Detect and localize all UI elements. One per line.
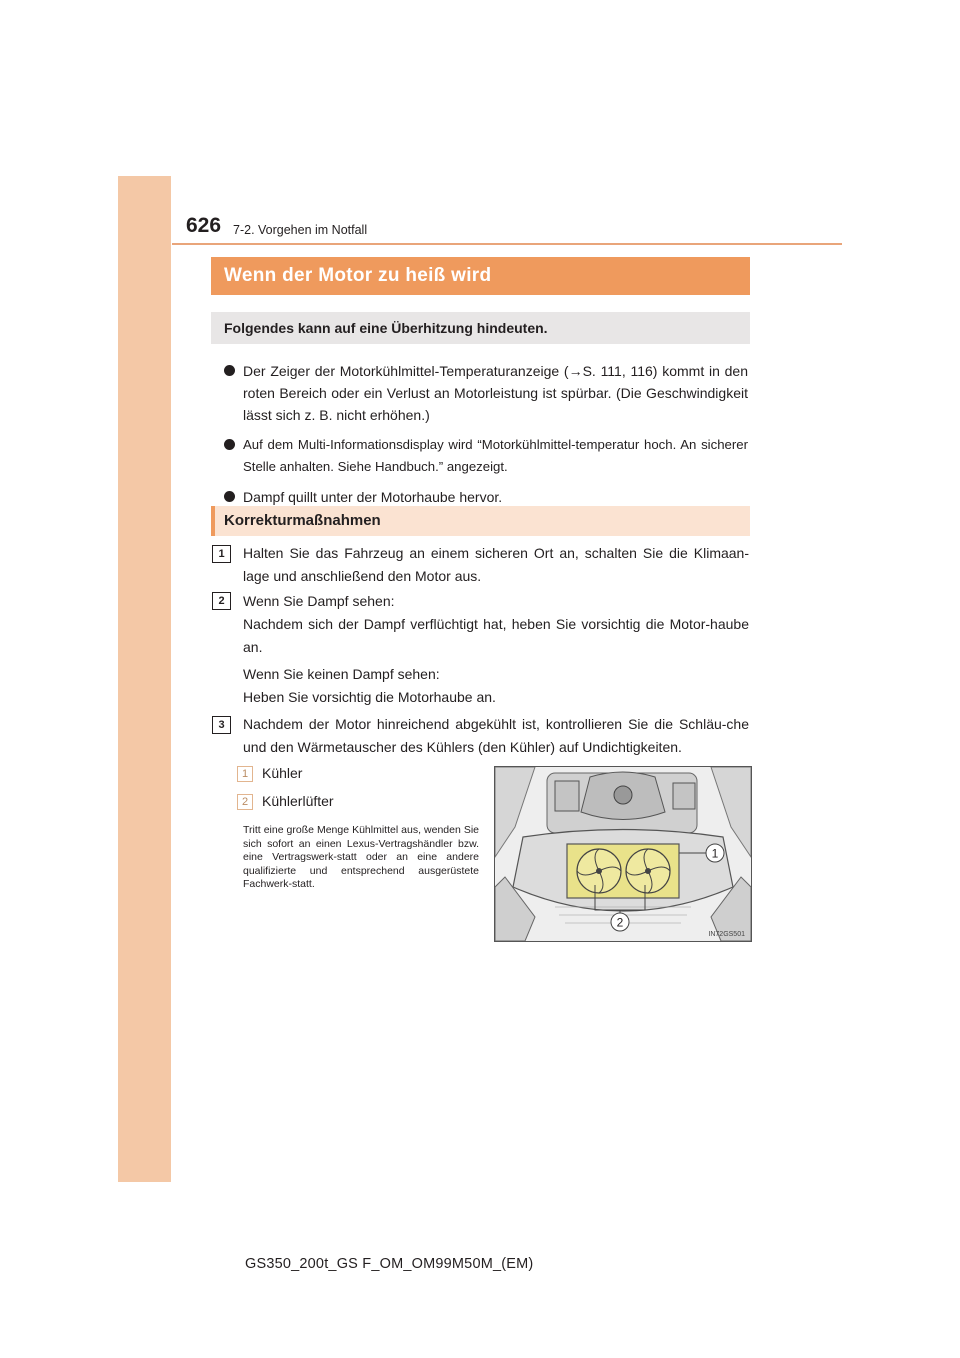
symptom-list (222, 360, 748, 516)
legend-number-2: 2 (237, 794, 253, 810)
step-number-2: 2 (212, 592, 231, 610)
legend-label-radiator: Kühler (262, 765, 303, 781)
figure-code: IN72GS501 (708, 931, 745, 938)
callout-2: 2 (616, 915, 624, 930)
legend-label-fan: Kühlerlüfter (262, 793, 334, 809)
main-heading: Wenn der Motor zu heiß wird (211, 257, 750, 295)
engine-illustration (494, 766, 752, 942)
step-number-3: 3 (212, 716, 231, 734)
bullet-icon (224, 439, 235, 450)
step-text-3: Nachdem der Motor hinreichend abgekühlt ist, kontrollieren Sie die Schläu-che und den Wärmetauscher des Kühlers (den Kühler) auf Undichtigkeiten. (243, 716, 749, 755)
symptoms-subheading: Folgendes kann auf eine Überhitzung hindeuten. (211, 312, 750, 344)
document-code-footer: GS350_200t_GS F_OM_OM99M50M_(EM) (245, 1256, 534, 1272)
step-2-action-alt: Heben Sie vorsichtig die Motorhaube an. (243, 689, 496, 705)
list-item: Der Zeiger der Motorkühlmittel-Temperaturanzeige (→S. 111, 116) kommt in den roten Bereich oder ein Verlust an Motorleistung ist spürbar. (Die Geschwindigkeit lässt sich z. B. nicht erhöhen.) (222, 360, 748, 426)
step-text-1: Halten Sie das Fahrzeug an einem sicheren Ort an, schalten Sie die Klimaan-lage und anschließend den Motor aus. (243, 545, 749, 584)
leak-note: Tritt eine große Menge Kühlmittel aus, wenden Sie sich sofort an einen Lexus-Vertragshändler bzw. eine Vertragswerk-statt oder an eine andere qualifizierte und entsprechend ausgerüstete Fachwerk-statt. (243, 824, 479, 890)
callout-1: 1 (711, 846, 719, 861)
section-title: 7-2. Vorgehen im Notfall (233, 223, 368, 237)
page-number: 626 (186, 214, 222, 237)
bullet-icon (224, 491, 235, 502)
legend-number-1: 1 (237, 766, 253, 782)
list-item: Auf dem Multi-Informationsdisplay wird “Motorkühlmittel-temperatur hoch. An sicherer Stelle anhalten. Siehe Handbuch.” angezeigt. (222, 434, 748, 478)
step-2-condition: Wenn Sie Dampf sehen: (243, 593, 395, 609)
step-2-condition-alt: Wenn Sie keinen Dampf sehen: (243, 666, 440, 682)
chapter-sidebar (118, 176, 171, 1182)
list-item: Dampf quillt unter der Motorhaube hervor. (222, 486, 748, 508)
bullet-icon (224, 365, 235, 376)
measures-heading: Korrekturmaßnahmen (211, 506, 750, 536)
header-rule (172, 243, 842, 245)
engine-bay-drawing (495, 767, 751, 941)
step-number-1: 1 (212, 545, 231, 563)
step-2-action: Nachdem sich der Dampf verflüchtigt hat, heben Sie vorsichtig die Motor-haube an. (243, 616, 749, 655)
